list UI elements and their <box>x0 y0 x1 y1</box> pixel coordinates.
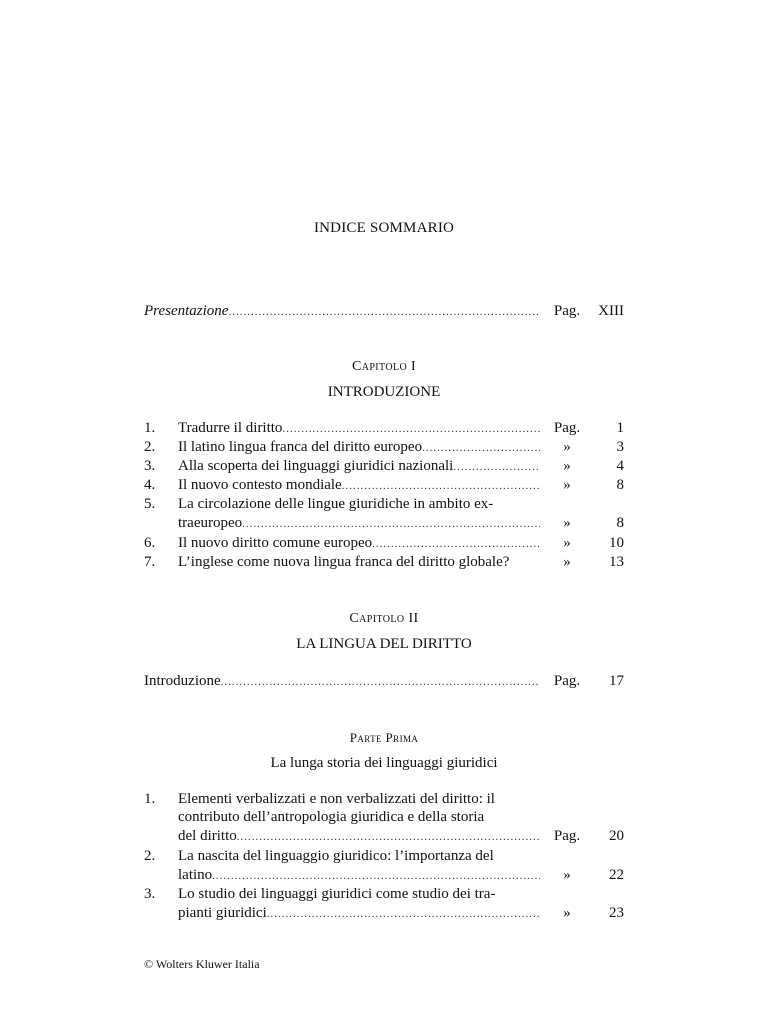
page-number: 8 <box>616 515 624 531</box>
toc-entry-continuation <box>144 827 624 845</box>
page-number: 20 <box>609 828 624 844</box>
toc-entry <box>144 457 624 475</box>
pag-label: Pag. <box>553 420 581 436</box>
toc-entry <box>144 847 624 865</box>
part-heading: La lunga storia dei linguaggi giuridici <box>270 755 498 771</box>
toc-entry <box>144 534 624 552</box>
entry-title-line: Elementi verbalizzati e non verbalizzati del diritto: il <box>178 791 495 807</box>
entry-title: Il latino lingua franca del diritto europeo <box>178 439 423 455</box>
toc-entry-continuation <box>144 904 624 922</box>
toc-entry <box>144 553 624 571</box>
pag-label: » <box>563 477 571 493</box>
entry-title-line: del diritto <box>178 828 237 844</box>
toc-entry-presentazione <box>144 302 624 320</box>
entry-title-line: pianti giuridici <box>178 905 267 921</box>
toc-label: Introduzione <box>144 673 221 689</box>
entry-title-line: La nascita del linguaggio giuridico: l’importanza del <box>178 848 494 864</box>
toc-label: Presentazione <box>144 303 229 319</box>
pag-label: » <box>563 439 571 455</box>
page-number: XIII <box>598 303 624 319</box>
page-number: 13 <box>609 554 624 570</box>
pag-label: » <box>563 905 571 921</box>
page-number: 1 <box>616 420 624 436</box>
pag-label: » <box>563 535 571 551</box>
entry-title-line: latino <box>178 867 213 883</box>
entry-number: 4. <box>144 477 156 493</box>
pag-label: » <box>563 515 571 531</box>
entry-title: Tradurre il diritto <box>178 420 283 436</box>
entry-title-line: Lo studio dei linguaggi giuridici come studio dei tra- <box>178 886 496 902</box>
entry-number: 7. <box>144 554 156 570</box>
chapter-heading: INTRODUZIONE <box>327 384 441 400</box>
toc-entry <box>144 476 624 494</box>
page-number: 8 <box>616 477 624 493</box>
entry-title: L’inglese come nuova lingua franca del diritto globale? <box>178 554 510 570</box>
chapter-heading: LA LINGUA DEL DIRITTO <box>296 636 472 652</box>
entry-title-line: contributo dell’antropologia giuridica e della storia <box>178 809 485 825</box>
page-number: 22 <box>609 867 624 883</box>
entry-title: Il nuovo diritto comune europeo <box>178 535 373 551</box>
pag-label: » <box>563 867 571 883</box>
entry-number: 2. <box>144 848 156 864</box>
footer-copyright: © Wolters Kluwer Italia <box>144 957 260 971</box>
entry-number: 3. <box>144 458 156 474</box>
entry-number: 5. <box>144 496 156 512</box>
page-number: 10 <box>609 535 624 551</box>
entry-title: Il nuovo contesto mondiale <box>178 477 342 493</box>
entry-number: 1. <box>144 420 156 436</box>
toc-entry <box>144 438 624 456</box>
pag-label: » <box>563 554 571 570</box>
toc-entry-continuation <box>144 866 624 884</box>
entry-title-line: traeuropeo <box>178 515 243 531</box>
toc-entry <box>144 790 624 808</box>
entry-title-line: La circolazione delle lingue giuridiche in ambito ex- <box>178 496 494 512</box>
entry-number: 3. <box>144 886 156 902</box>
page-number: 17 <box>609 673 624 689</box>
pag-label: Pag. <box>553 828 581 844</box>
toc-entry-continuation <box>144 514 624 532</box>
entry-number: 6. <box>144 535 156 551</box>
page-number: 23 <box>609 905 624 921</box>
page-title: INDICE SOMMARIO <box>313 220 455 236</box>
entry-number: 1. <box>144 791 156 807</box>
pag-label: Pag. <box>553 673 581 689</box>
toc-entry <box>144 419 624 437</box>
toc-entry-continuation <box>144 808 624 826</box>
page-number: 4 <box>616 458 624 474</box>
pag-label: Pag. <box>553 303 581 319</box>
page-number: 3 <box>616 439 624 455</box>
entry-number: 2. <box>144 439 156 455</box>
toc-entry-introduzione <box>144 672 624 690</box>
toc-entry <box>144 495 624 513</box>
toc-entry <box>144 885 624 903</box>
part-kicker: Parte Prima <box>349 730 419 745</box>
chapter-kicker: Capitolo II <box>349 611 419 626</box>
pag-label: » <box>563 458 571 474</box>
chapter-kicker: Capitolo I <box>351 359 417 374</box>
entry-title: Alla scoperta dei linguaggi giuridici nazionali <box>178 458 454 474</box>
